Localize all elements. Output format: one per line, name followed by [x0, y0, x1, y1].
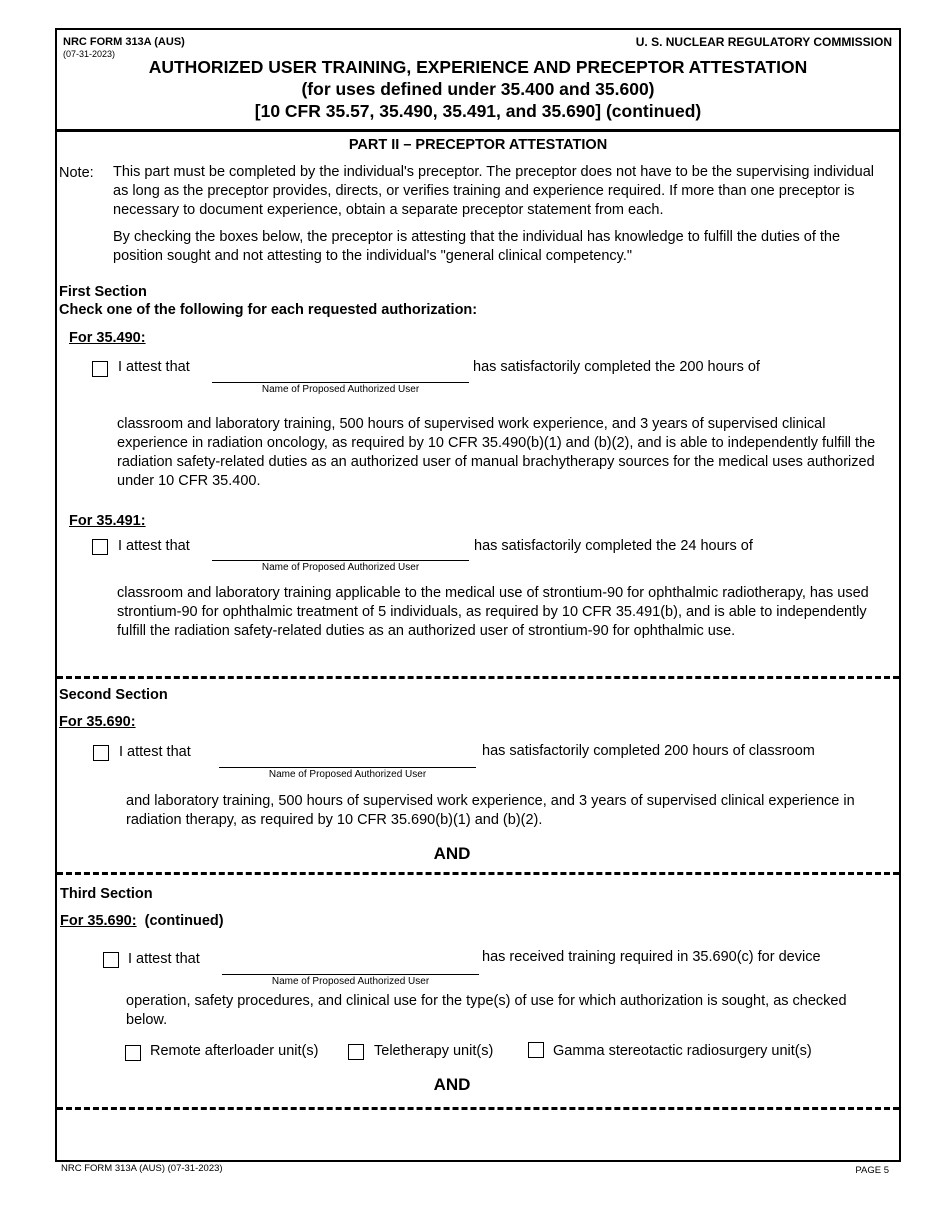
note-label: Note:: [59, 165, 94, 181]
and-label-1: AND: [433, 844, 471, 863]
body-35-690c: operation, safety procedures, and clinical use for the type(s) of use for which authorization is sought, as checked below.: [126, 993, 847, 1028]
name-field-35-690[interactable]: [222, 744, 474, 764]
attest-label-35-491: I attest that: [118, 538, 190, 554]
attest-label-35-490: I attest that: [118, 359, 190, 375]
header-divider: [55, 129, 901, 132]
name-line-35-690c: [222, 974, 479, 975]
option-remote-afterloader: Remote afterloader unit(s): [150, 1043, 319, 1059]
third-section-title: Third Section: [60, 886, 153, 902]
checkbox-gamma-stereotactic[interactable]: [528, 1042, 544, 1058]
part-heading: PART II – PRECEPTOR ATTESTATION: [348, 137, 608, 153]
heading-35-690-continued-suffix: (continued): [144, 913, 224, 929]
checkbox-teletherapy[interactable]: [348, 1044, 364, 1060]
option-teletherapy: Teletherapy unit(s): [374, 1043, 494, 1059]
first-section-instruction: Check one of the following for each requested authorization:: [59, 302, 478, 318]
form-id: NRC FORM 313A (AUS): [63, 36, 185, 48]
name-line-35-491: [212, 560, 469, 561]
form-date: (07-31-2023): [63, 49, 116, 59]
attest-tail-35-690: has satisfactorily completed 200 hours of classroom: [482, 743, 815, 759]
agency-name: U. S. NUCLEAR REGULATORY COMMISSION: [635, 35, 892, 49]
section-divider-3: [57, 1107, 899, 1110]
name-caption-35-490: Name of Proposed Authorized User: [261, 384, 420, 395]
name-field-35-690c[interactable]: [225, 951, 477, 971]
attest-tail-35-491: has satisfactorily completed the 24 hours of: [474, 538, 753, 554]
footer-page-number: PAGE 5: [855, 1165, 889, 1176]
attest-tail-35-490: has satisfactorily completed the 200 hours of: [473, 359, 760, 375]
footer-form-ref: NRC FORM 313A (AUS) (07-31-2023): [61, 1163, 223, 1174]
note-paragraph-2: By checking the boxes below, the preceptor is attesting that the individual has knowledge to fulfill the duties of the position sought and not attesting to the individual's "general clinical competency.": [113, 229, 841, 264]
name-caption-35-690: Name of Proposed Authorized User: [268, 769, 427, 780]
attest-tail-35-690c: has received training required in 35.690(c) for device: [482, 949, 821, 965]
body-35-491: classroom and laboratory training applicable to the medical use of strontium-90 for ophthalmic radiotherapy, has used strontium-90 for ophthalmic treatment of 5 individuals, as required by 10 CFR 35.491(b), and is able to independently fulfill the radiation safety-related duties as an authorized user of strontium-90 for ophthalmic use.: [117, 585, 869, 639]
section-divider-1: [57, 676, 899, 679]
attest-label-35-690: I attest that: [119, 744, 191, 760]
heading-35-490: For 35.490:: [69, 330, 146, 346]
heading-35-690-continued: [60, 913, 224, 929]
checkbox-35-491[interactable]: [92, 539, 108, 555]
option-gamma-stereotactic: Gamma stereotactic radiosurgery unit(s): [553, 1043, 812, 1059]
heading-35-690: For 35.690:: [59, 714, 136, 730]
form-title: AUTHORIZED USER TRAINING, EXPERIENCE AND PRECEPTOR ATTESTATION: [148, 57, 808, 77]
and-label-2: AND: [433, 1075, 471, 1094]
name-field-35-491[interactable]: [215, 538, 467, 558]
note-paragraph-1: This part must be completed by the individual's preceptor. The preceptor does not have to be the supervising individual as long as the preceptor provides, directs, or verifies training and experience required. If more than one preceptor is necessary to document experience, obtain a separate preceptor statement from each.: [113, 164, 874, 218]
body-35-690: and laboratory training, 500 hours of supervised work experience, and 3 years of supervised clinical experience in radiation therapy, as required by 10 CFR 35.690(b)(1) and (b)(2).: [126, 793, 855, 828]
form-subtitle: (for uses defined under 35.400 and 35.600): [301, 79, 655, 99]
checkbox-35-490[interactable]: [92, 361, 108, 377]
form-regulations: [10 CFR 35.57, 35.490, 35.491, and 35.690] (continued): [254, 101, 702, 121]
name-line-35-490: [212, 382, 469, 383]
checkbox-35-690[interactable]: [93, 745, 109, 761]
second-section-title: Second Section: [59, 687, 168, 703]
attest-label-35-690c: I attest that: [128, 951, 200, 967]
name-field-35-490[interactable]: [215, 359, 467, 379]
name-caption-35-491: Name of Proposed Authorized User: [261, 562, 420, 573]
first-section-title: First Section: [59, 284, 147, 300]
body-35-490: classroom and laboratory training, 500 hours of supervised work experience, and 3 years of supervised clinical experience in radiation oncology, as required by 10 CFR 35.490(b)(1) and (b)(2), and is able to independently fulfill the radiation safety-related duties as an authorized user of manual brachytherapy sources for the medical uses authorized under 10 CFR 35.400.: [117, 416, 876, 489]
checkbox-35-690c[interactable]: [103, 952, 119, 968]
section-divider-2: [57, 872, 899, 875]
heading-35-690-continued-code: For 35.690:: [60, 913, 137, 929]
checkbox-remote-afterloader[interactable]: [125, 1045, 141, 1061]
name-line-35-690: [219, 767, 476, 768]
heading-35-491: For 35.491:: [69, 513, 146, 529]
name-caption-35-690c: Name of Proposed Authorized User: [271, 976, 430, 987]
